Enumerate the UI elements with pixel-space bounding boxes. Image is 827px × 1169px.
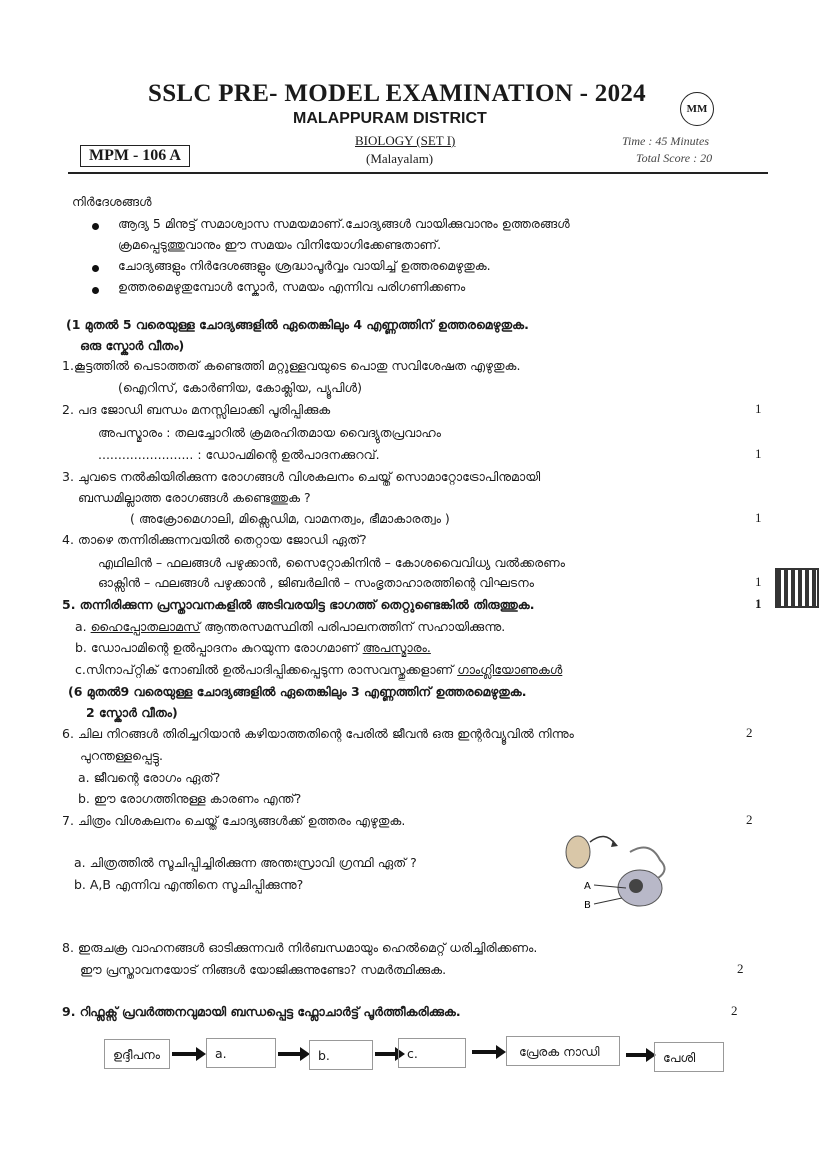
bullet-icon [92,223,99,230]
q5-b-text: ഡോപാമിന്റെ ഉൽപ്പാദനം കുറയുന്ന രോഗമാണ് [86,640,363,655]
q3-score: 1 [755,510,762,525]
q9-text: 9. റിഫ്ലക്സ് പ്രവർത്തനവുമായി ബന്ധപ്പെട്ട ഫ്ലോചാർട്ട് പൂർത്തീകരിക്കുക. [62,1004,461,1019]
q8-score: 2 [737,961,744,976]
q3-text2: ബന്ധമില്ലാത്ത രോഗങ്ങൾ കണ്ടെത്തുക ? [78,490,311,505]
section2-heading: (6 മുതൽ9 വരെയുള്ള ചോദ്യങ്ങളിൽ ഏതെങ്കിലും 3 എണ്ണത്തിന് ഉത്തരമെഴുതുക. [68,684,527,699]
time-label: Time : 45 Minutes [622,134,709,148]
q2-text: 2. പദ ജോഡി ബന്ധം മനസ്സിലാക്കി പൂരിപ്പിക്കുക [62,402,331,417]
flow-box-stimulus: ഉദ്ദീപനം [104,1039,170,1069]
q5-c [75,662,562,678]
q5-c-underlined: ഗാംഗ്ലിയോണുകൾ [457,662,563,677]
flow-box-c: c. [398,1038,466,1068]
q5-b-underlined: അപസ്മാരം. [362,640,431,655]
q3-text: 3. ചുവടെ നൽകിയിരിക്കുന്ന രോഗങ്ങൾ വിശകലനം ചെയ്ത് സൊമാറ്റോട്രോപിനുമായി [62,469,541,484]
pancreas-illustration [560,830,680,925]
arrow-right-icon [196,1047,206,1061]
q5-text: 5. തന്നിരിക്കുന്ന പ്രസ്താവനകളിൽ അടിവരയിട്ട ഭാഗത്ത് തെറ്റുണ്ടെങ്കിൽ തിരുത്തുക. [62,597,535,612]
instruction-item: ഉത്തരമെഴുതുമ്പോൾ സ്കോർ, സമയം എന്നിവ പരിഗണിക്കണം [118,279,466,294]
q3-options: ( അക്രോമെഗാലി, മിക്സെഡിമ, വാമനത്വം, ഭീമാകാരത്വം ) [130,511,450,526]
q7-score: 2 [746,812,753,827]
q6-score: 2 [746,725,753,740]
q1-text: 1.കൂട്ടത്തിൽ പെടാത്തത് കണ്ടെത്തി മറ്റുള്ളവയുടെ പൊതു സവിശേഷത എഴുതുക. [62,358,521,373]
section1-subheading: ഒരു സ്കോർ വീതം) [80,338,185,353]
q8-text: 8. ഇരുചക്ര വാഹനങ്ങൾ ഓടിക്കുന്നവർ നിർബന്ധമായും ഹെൽമെറ്റ് ധരിച്ചിരിക്കണം. [62,940,538,955]
q6-b: b. ഈ രോഗത്തിനുള്ള കാരണം എന്ത്? [78,791,302,806]
label-b: B [584,900,591,911]
stomach-shape [566,836,590,868]
label-a: A [584,881,591,892]
q4-text: 4. താഴെ തന്നിരിക്കുന്നവയിൽ തെറ്റായ ജോഡി ഏത്? [62,532,367,547]
flow-box-motor-nerve: പ്രേരക നാഡി [506,1036,620,1066]
q5-a-underlined: ഹൈപ്പോതലാമസ് [90,619,201,634]
flow-box-b: b. [309,1040,373,1070]
q2-score: 1 [755,446,762,461]
q6-text: 6. ചില നിറങ്ങൾ തിരിച്ചറിയാൻ കഴിയാത്തതിന്റെ പേരിൽ ജീവൻ ഒരു ഇന്റർവ്യൂവിൽ നിന്നും [62,726,574,741]
q2-line2: ........................ : ഡോപമിന്റെ ഉൽപാദനക്കുറവ്. [98,447,380,462]
q6-text2: പുറന്തള്ളപ്പെട്ടു. [80,748,163,763]
q6-a: a. ജീവന്റെ രോഗം ഏത്? [78,770,221,785]
instruction-item: ആദ്യ 5 മിനുട്ട് സമാശ്വാസ സമയമാണ്.ചോദ്യങ്ങൾ വായിക്കുവാനും ഉത്തരങ്ങൾ [118,216,570,231]
subject-name: BIOLOGY (SET I) [355,133,456,148]
header-divider [68,172,768,174]
q8-text2: ഈ പ്രസ്താവനയോട് നിങ്ങൾ യോജിക്കുന്നുണ്ടോ? സമർത്ഥിക്കുക. [80,962,447,977]
instruction-item: ചോദ്യങ്ങളും നിർദേശങ്ങളും ശ്രദ്ധാപൂർവ്വം വായിച്ച് ഉത്തരമെഴുതുക. [118,258,491,273]
q1-options: (ഐറിസ്, കോർണിയ, കോക്ലിയ, പ്യൂപിൾ) [118,380,362,395]
q5-b [75,640,431,656]
mm-logo: MM [680,92,714,126]
q5-a-label: a. [75,619,87,634]
paper-code: MPM - 106 A [80,145,190,167]
medium-label: (Malayalam) [366,151,434,166]
exam-title: SSLC PRE- MODEL EXAMINATION - 2024 [148,80,646,107]
district-name: MALAPPURAM DISTRICT [293,110,487,127]
q4-score: 1 [755,574,762,589]
instructions-heading: നിർദേശങ്ങൾ [72,194,152,209]
arrow-right-icon [496,1045,506,1059]
q2-line1: അപസ്മാരം : തലച്ചോറിൽ ക്രമരഹിതമായ വൈദ്യുതപ്രവാഹം [98,425,442,440]
q5-b-label: b. [75,640,87,655]
q4-line2: ഓക്സിൻ – ഫലങ്ങൾ പഴുക്കാൻ , ജിബർലിൻ – സംഭൃതാഹാരത്തിന്റെ വിഘടനം [98,575,534,590]
flow-box-a: a. [206,1038,276,1068]
instruction-item: ക്രമപ്പെടുത്തുവാനും ഈ സമയം വിനിയോഗിക്കേണ്ടതാണ്. [118,237,442,252]
curved-arrow [590,836,615,844]
total-score-label: Total Score : 20 [636,151,713,165]
q7-text: 7. ചിത്രം വിശകലനം ചെയ്ത് ചോദ്യങ്ങൾക്ക് ഉത്തരം എഴുതുക. [62,813,406,828]
flow-box-muscle: പേശി [654,1042,724,1072]
q5-c-text: c.സിനാപ്റ്റിക് നോബിൽ ഉൽപാദിപ്പിക്കപ്പെടുന്ന രാസവസ്തുക്കളാണ് [75,662,458,677]
q2-score: 1 [755,401,762,416]
q4-line1: എഥിലിൻ – ഫലങ്ങൾ പഴുക്കാൻ, സൈറ്റോകിനിൻ – കോശവൈവിധ്യ വൽക്കരണം [98,555,565,570]
q7-a: a. ചിത്രത്തിൽ സൂചിപ്പിച്ചിരിക്കുന്ന അന്തഃസ്രാവി ഗ്രന്ഥി ഏത് ? [74,855,417,870]
q9-score: 2 [731,1003,738,1018]
section2-subheading: 2 സ്കോർ വീതം) [86,705,178,720]
qr-code [775,568,819,608]
islet-cell [629,879,643,893]
q5-a [75,619,505,635]
q7-b: b. A,B എന്നിവ എന്തിനെ സൂചിപ്പിക്കുന്നു? [74,877,304,892]
section1-heading: (1 മുതൽ 5 വരെയുള്ള ചോദ്യങ്ങളിൽ ഏതെങ്കിലും 4 എണ്ണത്തിന് ഉത്തരമെഴുതുക. [66,317,529,332]
q5-score: 1 [755,596,762,611]
bullet-icon [92,287,99,294]
q5-a-rest: ആന്തരസമസ്ഥിതി പരിപാലനത്തിന് സഹായിക്കുന്നു. [200,619,506,634]
bullet-icon [92,265,99,272]
pointer-line-b [594,898,622,904]
